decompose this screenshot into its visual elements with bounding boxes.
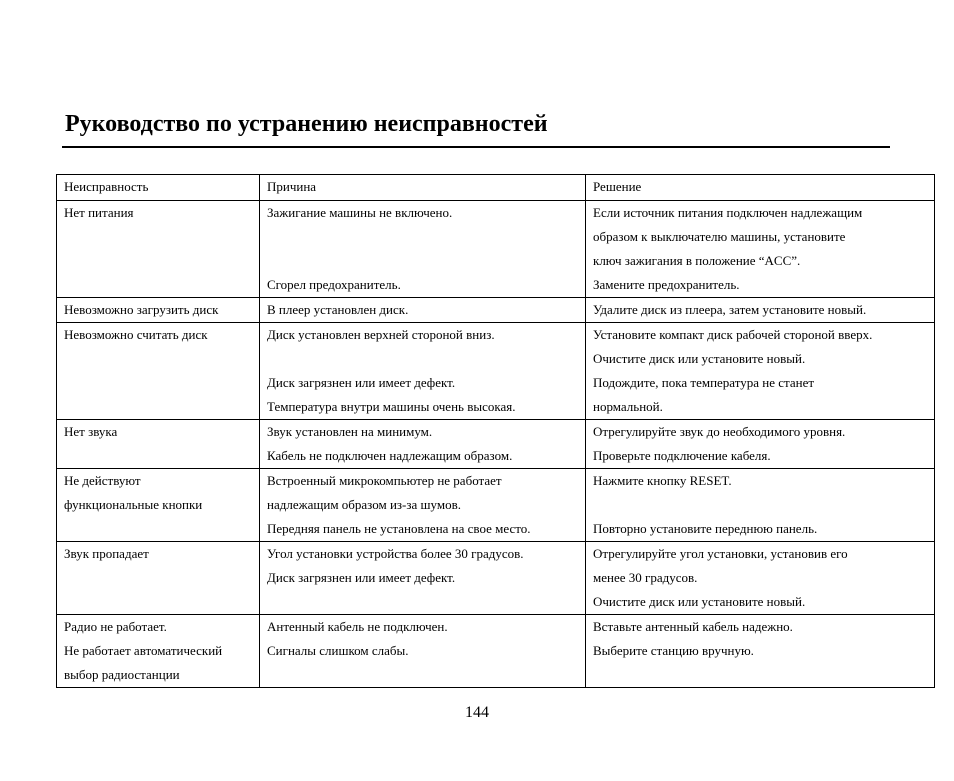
table-row [57,323,935,420]
page-title: Руководство по устранению неисправностей [65,111,548,137]
solution-line: Отрегулируйте угол установки, установив его [593,546,848,561]
fault-text: Не работает автоматический [64,643,223,658]
cause-line: Звук установлен на минимум. [267,424,433,439]
fault-text: Не действуют [64,473,141,488]
cause-cell [260,420,586,469]
solution-cell [586,542,935,615]
cause-line [267,347,578,371]
table-row [57,298,935,323]
cause-line [267,225,578,249]
solution-line: Очистите диск или установите новый. [593,351,806,366]
cause-line: Антенный кабель не подключен. [267,619,448,634]
solution-cell [586,201,935,298]
cause-line: В плеер установлен диск. [267,302,409,317]
cause-line: Сгорел предохранитель. [267,277,401,292]
cause-cell [260,298,586,323]
cause-line [267,663,578,687]
solution-line: Вставьте антенный кабель надежно. [593,619,793,634]
fault-text: Радио не работает. [64,619,167,634]
solution-cell [586,615,935,688]
fault-cell [57,615,260,688]
cause-cell [260,201,586,298]
solution-line: менее 30 градусов. [593,570,698,585]
fault-cell [57,542,260,615]
solution-line: образом к выключателю машины, установите [593,229,846,244]
cause-cell [260,469,586,542]
table-header-row [57,175,935,201]
cause-line: надлежащим образом из-за шумов. [267,497,461,512]
fault-cell [57,469,260,542]
cause-line: Сигналы слишком слабы. [267,643,409,658]
solution-cell [586,469,935,542]
cause-line: Диск загрязнен или имеет дефект. [267,570,456,585]
cause-line [267,590,578,614]
fault-text: Звук пропадает [64,546,149,561]
fault-cell [57,298,260,323]
troubleshooting-table [56,174,935,688]
cause-line: Передняя панель не установлена на свое место. [267,521,531,536]
solution-line: ключ зажигания в положение “ACC”. [593,253,801,268]
fault-text: выбор радиостанции [64,667,180,682]
cause-line: Угол установки устройства более 30 градусов. [267,546,524,561]
fault-text: Невозможно загрузить диск [64,302,219,317]
solution-line: Нажмите кнопку RESET. [593,473,732,488]
fault-cell [57,420,260,469]
solution-line: Отрегулируйте звук до необходимого уровня. [593,424,846,439]
table-row [57,201,935,298]
table-row [57,469,935,542]
header-cause: Причина [260,175,586,201]
solution-cell [586,298,935,323]
cause-line: Диск загрязнен или имеет дефект. [267,375,456,390]
title-underline [62,146,890,148]
cause-line: Диск установлен верхней стороной вниз. [267,327,495,342]
solution-line: Очистите диск или установите новый. [593,594,806,609]
header-solution: Решение [586,175,935,201]
fault-text: функциональные кнопки [64,497,203,512]
fault-text: Нет питания [64,205,134,220]
solution-line: Установите компакт диск рабочей стороной вверх. [593,327,873,342]
fault-text: Нет звука [64,424,118,439]
cause-cell [260,542,586,615]
solution-line: Если источник питания подключен надлежащим [593,205,863,220]
page-number: 144 [465,704,489,721]
cause-line [267,249,578,273]
solution-line: Выберите станцию вручную. [593,643,754,658]
solution-line: Проверьте подключение кабеля. [593,448,771,463]
cause-cell [260,323,586,420]
solution-line: Удалите диск из плеера, затем установите новый. [593,302,867,317]
solution-cell [586,420,935,469]
solution-line: Подождите, пока температура не станет [593,375,815,390]
table-row [57,420,935,469]
solution-line: Повторно установите переднюю панель. [593,521,818,536]
cause-line: Температура внутри машины очень высокая. [267,399,516,414]
header-fault: Неисправность [57,175,260,201]
solution-cell [586,323,935,420]
fault-text: Невозможно считать диск [64,327,208,342]
cause-line: Встроенный микрокомпьютер не работает [267,473,502,488]
table-row [57,542,935,615]
solution-line: нормальной. [593,399,663,414]
cause-line: Зажигание машины не включено. [267,205,453,220]
solution-line [593,663,927,687]
solution-line: Замените предохранитель. [593,277,740,292]
fault-cell [57,201,260,298]
table-row [57,615,935,688]
cause-cell [260,615,586,688]
fault-cell [57,323,260,420]
solution-line [593,493,927,517]
cause-line: Кабель не подключен надлежащим образом. [267,448,513,463]
